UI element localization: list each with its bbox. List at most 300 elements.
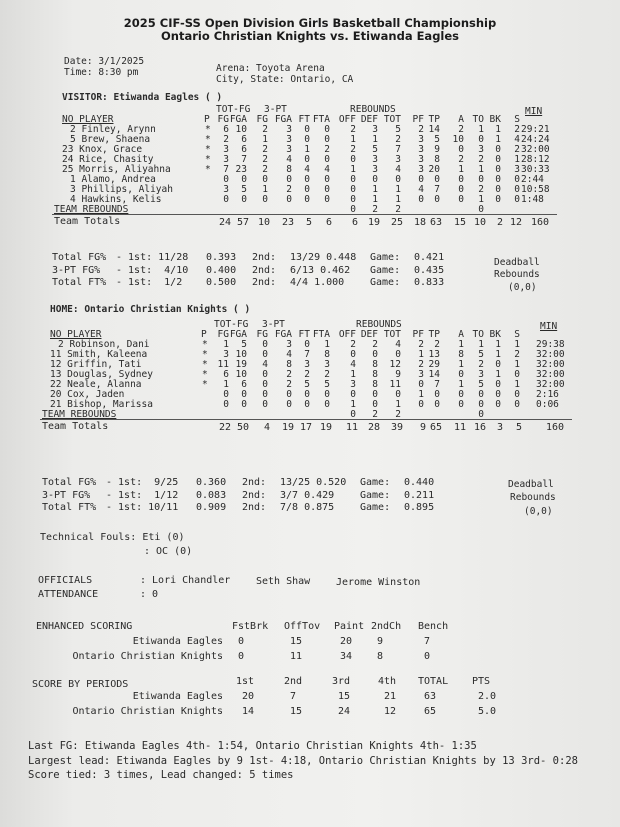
column-header: TOT: [383, 329, 401, 340]
team-total-cell: 6: [351, 217, 358, 228]
stat-cell: 5: [395, 124, 401, 135]
column-header: OFF: [338, 329, 356, 340]
pct-second-value: 13/25 0.520: [280, 477, 347, 488]
visitor-deadball-value: (0,0): [508, 282, 537, 293]
stat-cell: 0: [223, 399, 229, 410]
summary-header: 2ndCh: [371, 621, 402, 632]
team-total-cell: 50: [236, 422, 249, 433]
starter-marker: *: [202, 339, 208, 350]
stat-cell: 3: [350, 379, 356, 390]
pct-first: - 1st: 10/11: [106, 502, 179, 513]
stat-cell: 7: [241, 154, 247, 165]
pct-first: - 1st: 4/10: [116, 264, 189, 276]
player-name: 5 Brew, Shaena: [70, 134, 151, 145]
column-header: TP: [428, 114, 440, 125]
stat-cell: 7: [223, 164, 229, 175]
column-header: S: [514, 329, 520, 340]
stat-cell: 2: [286, 379, 292, 390]
stat-cell: 3: [418, 369, 424, 380]
stat-cell: 0: [434, 389, 440, 400]
pct-first-value: 0.083: [196, 489, 227, 501]
stat-cell: 2: [223, 134, 229, 145]
player-name: 2 Finley, Arynn: [70, 124, 156, 135]
stat-cell: 4: [262, 359, 268, 370]
stat-cell: 0: [262, 339, 268, 350]
stat-cell: 0: [458, 174, 464, 185]
stat-cell: 0: [495, 194, 501, 205]
stat-cell: 2: [286, 184, 292, 195]
column-header: BK: [489, 329, 501, 340]
stat-cell: 6: [223, 124, 229, 135]
summary-cell: 15: [338, 691, 351, 702]
pct-second-label: 2nd:: [252, 252, 277, 263]
stat-cell: 0: [262, 174, 268, 185]
stat-cell: 14: [428, 369, 440, 380]
stat-cell: 3: [223, 184, 229, 195]
starter-marker: *: [205, 154, 211, 165]
summary-header: TOTAL: [418, 676, 449, 687]
stat-cell: 0: [262, 399, 268, 410]
stat-cell: 0: [495, 359, 501, 370]
team-total-cell: 22: [218, 422, 231, 433]
stat-cell: 2: [262, 164, 268, 175]
stat-cell: 8: [372, 359, 378, 370]
stat-cell: 7: [395, 144, 401, 155]
team-rebounds-cell: 2: [395, 409, 401, 420]
stat-cell: 0: [223, 389, 229, 400]
stat-cell: 2: [395, 134, 401, 145]
stat-cell: 0: [304, 154, 310, 165]
stat-cell: 0: [223, 194, 229, 205]
stat-cell: 0: [324, 399, 330, 410]
column-group-3pt: 3-PT: [262, 319, 285, 330]
stat-cell: 3: [418, 134, 424, 145]
minutes-cell: 29:21: [521, 124, 550, 135]
pct-game-label: Game:: [370, 264, 401, 276]
team-total-cell: 6: [325, 217, 332, 228]
stat-cell: 0: [241, 389, 247, 400]
team-total-cell: 15: [453, 217, 466, 228]
stat-cell: 0: [223, 174, 229, 185]
stat-cell: 0: [286, 389, 292, 400]
column-header: FGA: [229, 329, 247, 340]
column-header-player: NO PLAYER: [62, 114, 114, 125]
team-total-cell: 11: [345, 422, 358, 433]
stat-cell: 1: [495, 124, 501, 135]
column-header: TOT: [383, 114, 401, 125]
column-group-tot-fg: TOT-FG: [216, 104, 251, 115]
minutes-cell: 32:00: [521, 144, 550, 155]
stat-cell: 0: [514, 399, 520, 410]
stat-cell: 0: [286, 174, 292, 185]
player-name: 20 Cox, Jaden: [50, 389, 125, 400]
column-header: TO: [472, 114, 484, 125]
column-group-rebounds: REBOUNDS: [350, 104, 396, 115]
home-heading: HOME: Ontario Christian Knights ( ): [50, 304, 251, 315]
team-total-cell: 28: [367, 422, 380, 433]
team-rebounds-cell: 0: [478, 204, 484, 215]
stat-cell: 4: [395, 339, 401, 350]
column-header: DEF: [360, 114, 378, 125]
pct-game-value: 0.895: [404, 502, 435, 513]
stat-cell: 0: [372, 174, 378, 185]
pct-game-value: 0.421: [414, 252, 445, 263]
stat-cell: 3: [223, 144, 229, 155]
stat-cell: 7: [304, 349, 310, 360]
stat-cell: 1: [495, 134, 501, 145]
summary-cell: 14: [242, 706, 255, 717]
column-header-player: NO PLAYER: [50, 329, 102, 340]
pct-game-value: 0.435: [414, 264, 445, 276]
game-arena: Arena: Toyota Arena: [216, 63, 325, 74]
stat-cell: 3: [372, 154, 378, 165]
summary-cell: 0: [238, 636, 245, 647]
column-header: P: [204, 114, 210, 125]
stat-cell: 0: [324, 389, 330, 400]
stat-cell: 2: [478, 359, 484, 370]
game-date: Date: 3/1/2025: [64, 56, 145, 67]
pct-label: 3-PT FG%: [42, 489, 91, 501]
column-header-min: MIN: [540, 321, 558, 332]
stat-cell: 0: [304, 124, 310, 135]
stat-cell: 3: [395, 154, 401, 165]
column-header: S: [514, 114, 520, 125]
stat-cell: 0: [495, 399, 501, 410]
stat-cell: 3: [286, 144, 292, 155]
document-subtitle: Ontario Christian Knights vs. Etiwanda Eagles: [160, 29, 460, 43]
minutes-cell: 30:33: [521, 164, 550, 175]
minutes-cell: 2:44: [521, 174, 544, 185]
team-rebounds-cell: 2: [372, 204, 378, 215]
stat-cell: 2: [458, 154, 464, 165]
summary-header: FstBrk: [232, 621, 269, 632]
stat-cell: 6: [241, 379, 247, 390]
stat-cell: 2: [286, 369, 292, 380]
stat-cell: 0: [262, 379, 268, 390]
summary-team-name: Etiwanda Eagles: [132, 636, 223, 647]
minutes-cell: 32:00: [536, 379, 565, 390]
stat-cell: 10: [235, 349, 247, 360]
minutes-cell: 32:00: [536, 359, 565, 370]
stat-cell: 0: [324, 184, 330, 195]
technical-fouls: Technical Fouls: Eti (0): [40, 532, 185, 543]
stat-cell: 3: [286, 134, 292, 145]
official-name: Seth Shaw: [256, 576, 311, 587]
column-header: BK: [489, 114, 501, 125]
pct-game-label: Game:: [370, 252, 401, 263]
stat-cell: 1: [458, 339, 464, 350]
stat-cell: 0: [304, 194, 310, 205]
summary-cell: 11: [290, 651, 303, 662]
stat-cell: 4: [286, 154, 292, 165]
stat-cell: 5: [304, 379, 310, 390]
stat-cell: 0: [418, 194, 424, 205]
stat-cell: 5: [434, 134, 440, 145]
player-name: 25 Morris, Aliyahna: [62, 164, 171, 175]
stat-cell: 2: [262, 144, 268, 155]
team-total-cell: 17: [299, 422, 312, 433]
stat-cell: 8: [324, 349, 330, 360]
stat-cell: 0: [304, 174, 310, 185]
minutes-cell: 24:24: [521, 134, 550, 145]
stat-cell: 0: [395, 389, 401, 400]
stat-cell: 1: [372, 194, 378, 205]
stat-cell: 0: [324, 174, 330, 185]
stat-cell: 3: [478, 369, 484, 380]
stat-cell: 0: [458, 144, 464, 155]
minutes-cell: 1:48: [521, 194, 544, 205]
stat-cell: 13: [428, 349, 440, 360]
pct-label: Total FT%: [52, 277, 107, 288]
stat-cell: 1: [223, 339, 229, 350]
summary-cell: 20: [340, 636, 353, 647]
stat-cell: 1: [478, 164, 484, 175]
summary-header: OffTov: [284, 621, 321, 632]
pct-label: Total FG%: [52, 252, 107, 263]
minutes-cell: 10:58: [521, 184, 550, 195]
stat-cell: 2: [478, 154, 484, 165]
officials-label: OFFICIALS: [38, 575, 93, 586]
stat-cell: 2: [514, 124, 520, 135]
summary-cell: 12: [384, 706, 397, 717]
stat-cell: 0: [478, 389, 484, 400]
stat-cell: 2: [324, 144, 330, 155]
stat-cell: 1: [324, 339, 330, 350]
stat-cell: 1: [458, 164, 464, 175]
stat-cell: 1: [458, 359, 464, 370]
column-header: A: [458, 114, 464, 125]
stat-cell: 0: [434, 174, 440, 185]
stat-cell: 4: [286, 349, 292, 360]
stat-cell: 1: [495, 369, 501, 380]
stat-cell: 3: [304, 359, 310, 370]
stat-cell: 0: [286, 399, 292, 410]
pct-second-value: 6/13 0.462: [290, 264, 351, 276]
stat-cell: 3: [372, 164, 378, 175]
stat-cell: 12: [389, 359, 401, 370]
stat-cell: 1: [418, 389, 424, 400]
document-title: 2025 CIF-SS Open Division Girls Basketball Championship: [123, 16, 497, 30]
summary-cell: 7: [290, 691, 297, 702]
team-total-cell: 19: [367, 217, 380, 228]
stat-cell: 2: [262, 154, 268, 165]
stat-cell: 2: [418, 359, 424, 370]
team-total-cell: 25: [390, 217, 403, 228]
official-name: Jerome Winston: [336, 577, 421, 588]
stat-cell: 0: [495, 389, 501, 400]
stat-cell: 2: [304, 369, 310, 380]
summary-cell: 34: [340, 651, 353, 662]
stat-cell: 2: [458, 124, 464, 135]
stat-cell: 0: [350, 174, 356, 185]
minutes-cell: 0:06: [536, 399, 559, 410]
column-header: FG: [217, 329, 229, 340]
pct-second-label: 2nd:: [242, 502, 267, 513]
player-name: 3 Phillips, Aliyah: [70, 184, 173, 195]
summary-header: 4th: [378, 676, 397, 687]
team-total-cell: 10: [473, 217, 486, 228]
stat-cell: 1: [495, 339, 501, 350]
stat-cell: 0: [458, 194, 464, 205]
summary-cell: 0: [424, 651, 431, 662]
stat-cell: 20: [428, 164, 440, 175]
team-total-cell: 63: [429, 217, 442, 228]
stat-cell: 0: [304, 134, 310, 145]
stat-cell: 4: [324, 164, 330, 175]
stat-cell: 0: [514, 389, 520, 400]
stat-cell: 1: [350, 399, 356, 410]
starter-marker: *: [205, 164, 211, 175]
player-name: 24 Rice, Chasity: [62, 154, 154, 165]
team-rebounds-cell: 0: [350, 204, 356, 215]
stat-cell: 8: [372, 379, 378, 390]
team-rebounds-cell: 2: [372, 409, 378, 420]
stat-cell: 1: [395, 194, 401, 205]
summary-cell: 7: [424, 636, 431, 647]
team-total-minutes: 160: [531, 217, 550, 228]
stat-cell: 1: [262, 184, 268, 195]
starter-marker: *: [205, 144, 211, 155]
stat-cell: 0: [495, 144, 501, 155]
stat-cell: 4: [418, 184, 424, 195]
stat-cell: 6: [241, 144, 247, 155]
summary-cell: 2.0: [478, 691, 497, 702]
player-name: 21 Bishop, Marissa: [50, 399, 153, 410]
stat-cell: 3: [223, 349, 229, 360]
starter-marker: *: [202, 379, 208, 390]
stat-cell: 6: [241, 134, 247, 145]
team-total-cell: 9: [419, 422, 426, 433]
player-name: 13 Douglas, Sydney: [50, 369, 153, 380]
team-total-cell: 5: [515, 422, 522, 433]
stat-cell: 0: [514, 369, 520, 380]
column-header: FG: [256, 114, 268, 125]
stat-cell: 6: [223, 369, 229, 380]
player-name: 2 Robinson, Dani: [58, 339, 150, 350]
stat-cell: 29: [428, 359, 440, 370]
stat-cell: 0: [458, 399, 464, 410]
stat-cell: 0: [350, 184, 356, 195]
column-header: FT: [298, 114, 310, 125]
pct-second-value: 7/8 0.875: [280, 502, 335, 513]
stat-cell: 0: [434, 399, 440, 410]
stat-cell: 19: [235, 359, 247, 370]
summary-header: Bench: [418, 621, 449, 632]
stat-cell: 2: [372, 339, 378, 350]
team-total-cell: 2: [496, 217, 503, 228]
stat-cell: 3: [418, 144, 424, 155]
team-rebounds-label: TEAM REBOUNDS: [42, 409, 117, 420]
stat-cell: 0: [241, 194, 247, 205]
stat-cell: 0: [241, 399, 247, 410]
stat-cell: 0: [514, 184, 520, 195]
player-name: 1 Alamo, Andrea: [70, 174, 156, 185]
column-header: DEF: [360, 329, 378, 340]
team-total-cell: 10: [257, 217, 270, 228]
stat-cell: 1: [350, 369, 356, 380]
team-total-cell: 23: [281, 217, 294, 228]
stat-cell: 2: [514, 349, 520, 360]
pct-label: Total FG%: [42, 477, 97, 488]
pct-first-value: 0.393: [206, 252, 237, 263]
column-header: OFF: [338, 114, 356, 125]
minutes-cell: 28:12: [521, 154, 550, 165]
totals-divider: [40, 419, 572, 420]
home-deadball-label: Deadball: [508, 479, 554, 490]
column-group-rebounds: REBOUNDS: [356, 319, 402, 330]
stat-cell: 2: [418, 339, 424, 350]
pct-second-label: 2nd:: [252, 277, 277, 288]
stat-cell: 0: [262, 389, 268, 400]
stat-cell: 0: [304, 399, 310, 410]
minutes-cell: 29:38: [536, 339, 565, 350]
stat-cell: 1: [514, 359, 520, 370]
summary-header: 2nd: [284, 676, 303, 687]
pct-second-value: 13/29 0.448: [290, 252, 357, 263]
stat-cell: 4: [514, 134, 520, 145]
stat-cell: 23: [235, 164, 247, 175]
starter-marker: *: [205, 134, 211, 145]
technical-fouls-home: : OC (0): [144, 546, 193, 557]
summary-cell: 21: [384, 691, 397, 702]
stat-cell: 2: [324, 369, 330, 380]
stat-cell: 2: [350, 144, 356, 155]
stat-cell: 0: [395, 174, 401, 185]
stat-cell: 2: [262, 124, 268, 135]
stat-cell: 0: [304, 389, 310, 400]
stat-cell: 8: [372, 369, 378, 380]
stat-cell: 1: [514, 339, 520, 350]
team-total-cell: 16: [473, 422, 486, 433]
column-group-3pt: 3-PT: [264, 104, 287, 115]
pct-first-value: 0.909: [196, 502, 227, 513]
stat-cell: 3: [418, 164, 424, 175]
team-total-cell: 57: [236, 217, 249, 228]
column-header: PF: [412, 114, 424, 125]
pct-game-label: Game:: [360, 489, 391, 501]
official-name: : Lori Chandler: [140, 575, 231, 586]
largest-lead: Largest lead: Etiwanda Eagles by 9 1st- 4:18, Ontario Christian Knights by 13 3rd- 0:28: [28, 755, 578, 767]
stat-cell: 0: [495, 164, 501, 175]
pct-first-value: 0.400: [206, 264, 237, 276]
summary-cell: 63: [424, 691, 437, 702]
column-header: TP: [428, 329, 440, 340]
stat-cell: 3: [372, 124, 378, 135]
visitor-heading: VISITOR: Etiwanda Eagles ( ): [62, 92, 223, 103]
stat-cell: 0: [262, 194, 268, 205]
stat-cell: 8: [286, 164, 292, 175]
team-total-cell: 65: [429, 422, 442, 433]
column-header-min: MIN: [525, 106, 543, 117]
stat-cell: 10: [452, 134, 464, 145]
summary-cell: 8: [377, 651, 384, 662]
stat-cell: 4: [350, 359, 356, 370]
stat-cell: 0: [418, 379, 424, 390]
stat-cell: 1: [495, 349, 501, 360]
pct-second-label: 2nd:: [252, 264, 277, 276]
column-header: FTA: [312, 114, 330, 125]
stat-cell: 0: [350, 389, 356, 400]
pct-first: - 1st: 11/28: [116, 252, 189, 263]
home-deadball-rebounds: Rebounds: [510, 492, 556, 503]
stat-cell: 1: [304, 144, 310, 155]
team-total-cell: 19: [319, 422, 332, 433]
summary-team-name: Etiwanda Eagles: [132, 691, 223, 702]
stat-cell: 0: [418, 399, 424, 410]
stat-cell: 0: [418, 174, 424, 185]
stat-cell: 9: [395, 369, 401, 380]
column-header: TO: [472, 329, 484, 340]
